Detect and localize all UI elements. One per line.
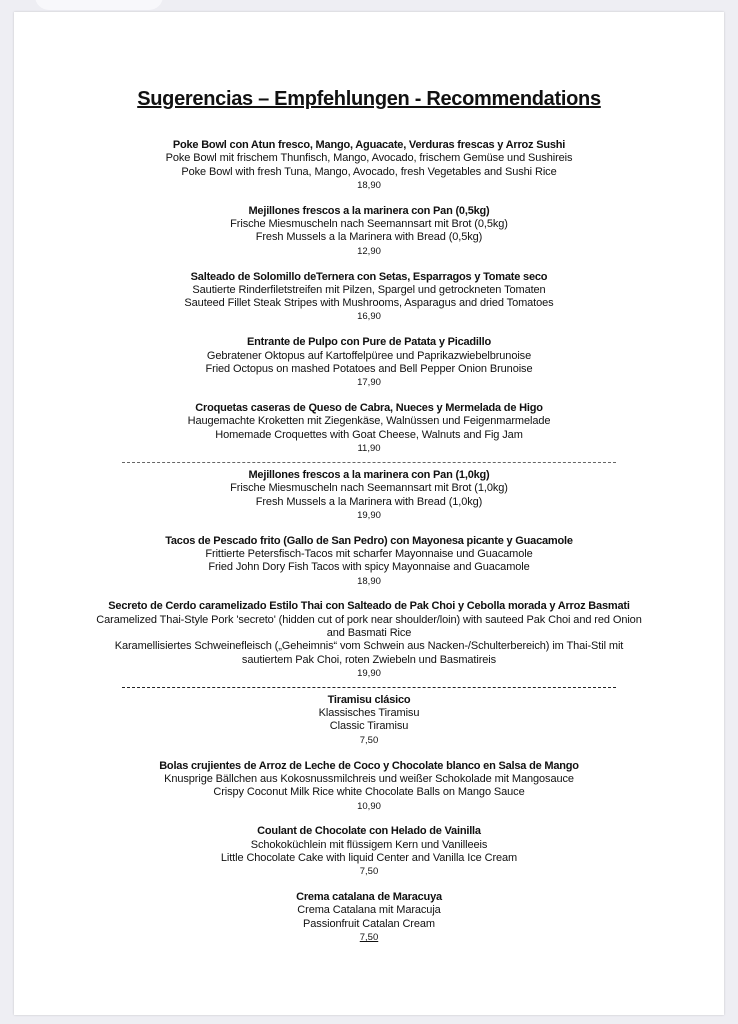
item-translation: Schokoküchlein mit flüssigem Kern und Vanilleeis — [250, 838, 488, 851]
menu-item — [96, 271, 642, 324]
menu-item — [96, 760, 642, 813]
item-translation: Karamellisiertes Schweinefleisch („Geheimnis“ vom Schwein aus Nacken-/Schulterbereich) im Thai-Stil mit sautiertem Pak Choi, roten Zwiebeln und Basmatireis — [114, 640, 624, 666]
item-price: 19,90 — [357, 667, 381, 679]
item-price: 7,50 — [359, 932, 379, 944]
menu-item — [96, 336, 642, 389]
item-heading: Entrante de Pulpo con Pure de Patata y Picadillo — [246, 336, 492, 349]
item-translation: Homemade Croquettes with Goat Cheese, Walnuts and Fig Jam — [215, 428, 523, 441]
section-divider — [122, 462, 616, 463]
item-translation: Frische Miesmuscheln nach Seemannsart mit Brot (0,5kg) — [230, 218, 508, 231]
item-translation: Poke Bowl with fresh Tuna, Mango, Avocado, fresh Vegetables and Sushi Rice — [181, 165, 557, 178]
menu-item — [96, 825, 642, 878]
menu-item — [96, 600, 642, 680]
item-heading: Mejillones frescos a la marinera con Pan (0,5kg) — [248, 204, 490, 217]
item-translation: Sautierte Rinderfiletstreifen mit Pilzen, Spargel und getrockneten Tomaten — [192, 283, 546, 296]
item-translation: Fried John Dory Fish Tacos with spicy Mayonnaise and Guacamole — [208, 561, 530, 574]
item-heading: Tacos de Pescado frito (Gallo de San Pedro) con Mayonesa picante y Guacamole — [165, 534, 573, 547]
menu-content — [96, 139, 642, 957]
item-price: 16,90 — [357, 311, 381, 323]
menu-item — [96, 891, 642, 944]
item-price: 7,50 — [359, 866, 379, 878]
item-price: 7,50 — [359, 734, 379, 746]
section-divider — [122, 687, 616, 688]
menu-item — [96, 205, 642, 258]
item-price-row — [96, 865, 642, 878]
item-translation: Klassisches Tiramisu — [318, 707, 420, 720]
item-price-row — [96, 442, 642, 455]
item-translation: Fried Octopus on mashed Potatoes and Bell Pepper Onion Brunoise — [205, 362, 533, 375]
item-price: 19,90 — [357, 509, 381, 521]
item-price-row — [96, 575, 642, 588]
item-price-row — [96, 800, 642, 813]
item-translation: Passionfruit Catalan Cream — [303, 917, 435, 930]
item-heading: Tiramisu clásico — [327, 693, 411, 706]
item-price-row — [96, 245, 642, 258]
item-translation: Gebratener Oktopus auf Kartoffelpüree und Paprikazwiebelbrunoise — [206, 349, 532, 362]
item-translation: Haugemachte Kroketten mit Ziegenkäse, Walnüssen und Feigenmarmelade — [187, 415, 551, 428]
page-title: Sugerencias – Empfehlungen - Recommendations — [137, 88, 601, 110]
item-translation: Fresh Mussels a la Marinera with Bread (0,5kg) — [255, 231, 483, 244]
item-translation: Frittierte Petersfisch-Tacos mit scharfer Mayonnaise und Guacamole — [205, 547, 533, 560]
item-translation: Frische Miesmuscheln nach Seemannsart mit Brot (1,0kg) — [230, 482, 508, 495]
item-heading: Coulant de Chocolate con Helado de Vainilla — [257, 825, 481, 838]
menu-item — [96, 469, 642, 522]
item-price-row — [96, 667, 642, 680]
menu-page — [14, 12, 724, 1015]
item-translation: Caramelized Thai-Style Pork 'secreto' (hidden cut of pork near shoulder/loin) with sauteed Pak Choi and red Onion and Basmati Rice — [96, 613, 642, 640]
item-price: 17,90 — [357, 377, 381, 389]
item-price-row — [96, 734, 642, 747]
item-price-row — [96, 179, 642, 192]
item-translation: Fresh Mussels a la Marinera with Bread (1,0kg) — [255, 495, 483, 508]
item-price-row — [96, 931, 642, 944]
item-translation: Crema Catalana mit Maracuja — [297, 904, 441, 917]
item-translation: Sauteed Fillet Steak Stripes with Mushrooms, Asparagus and dried Tomatoes — [184, 297, 554, 310]
menu-item — [96, 535, 642, 588]
item-price: 18,90 — [357, 179, 381, 191]
item-price-row — [96, 310, 642, 323]
item-translation: Little Chocolate Cake with liquid Center and Vanilla Ice Cream — [220, 852, 518, 864]
item-heading: Salteado de Solomillo deTernera con Setas, Esparragos y Tomate seco — [190, 270, 548, 283]
item-heading: Mejillones frescos a la marinera con Pan (1,0kg) — [248, 468, 490, 481]
item-heading: Crema catalana de Maracuya — [296, 891, 442, 904]
item-heading: Bolas crujientes de Arroz de Leche de Coco y Chocolate blanco en Salsa de Mango — [159, 759, 579, 772]
item-heading: Secreto de Cerdo caramelizado Estilo Thai con Salteado de Pak Choi y Cebolla morada y Arroz Basmati — [108, 600, 630, 613]
item-translation: Knusprige Bällchen aus Kokosnussmilchreis und weißer Schokolade mit Mangosauce — [164, 772, 574, 785]
item-price: 12,90 — [357, 245, 381, 257]
item-heading: Poke Bowl con Atun fresco, Mango, Aguacate, Verduras frescas y Arroz Sushi — [172, 139, 566, 151]
item-price-row — [96, 376, 642, 389]
viewer-tab-handle — [35, 0, 163, 10]
item-price: 10,90 — [357, 800, 381, 812]
item-translation: Poke Bowl mit frischem Thunfisch, Mango, Avocado, frischem Gemüse und Sushireis — [165, 152, 573, 165]
item-price-row — [96, 509, 642, 522]
item-translation: Crispy Coconut Milk Rice white Chocolate Balls on Mango Sauce — [213, 786, 525, 799]
menu-item — [96, 402, 642, 455]
item-translation: Classic Tiramisu — [329, 720, 409, 733]
item-price: 11,90 — [357, 443, 381, 455]
item-price: 18,90 — [357, 575, 381, 587]
menu-item — [96, 139, 642, 192]
item-heading: Croquetas caseras de Queso de Cabra, Nueces y Mermelada de Higo — [195, 402, 543, 415]
menu-item — [96, 694, 642, 747]
